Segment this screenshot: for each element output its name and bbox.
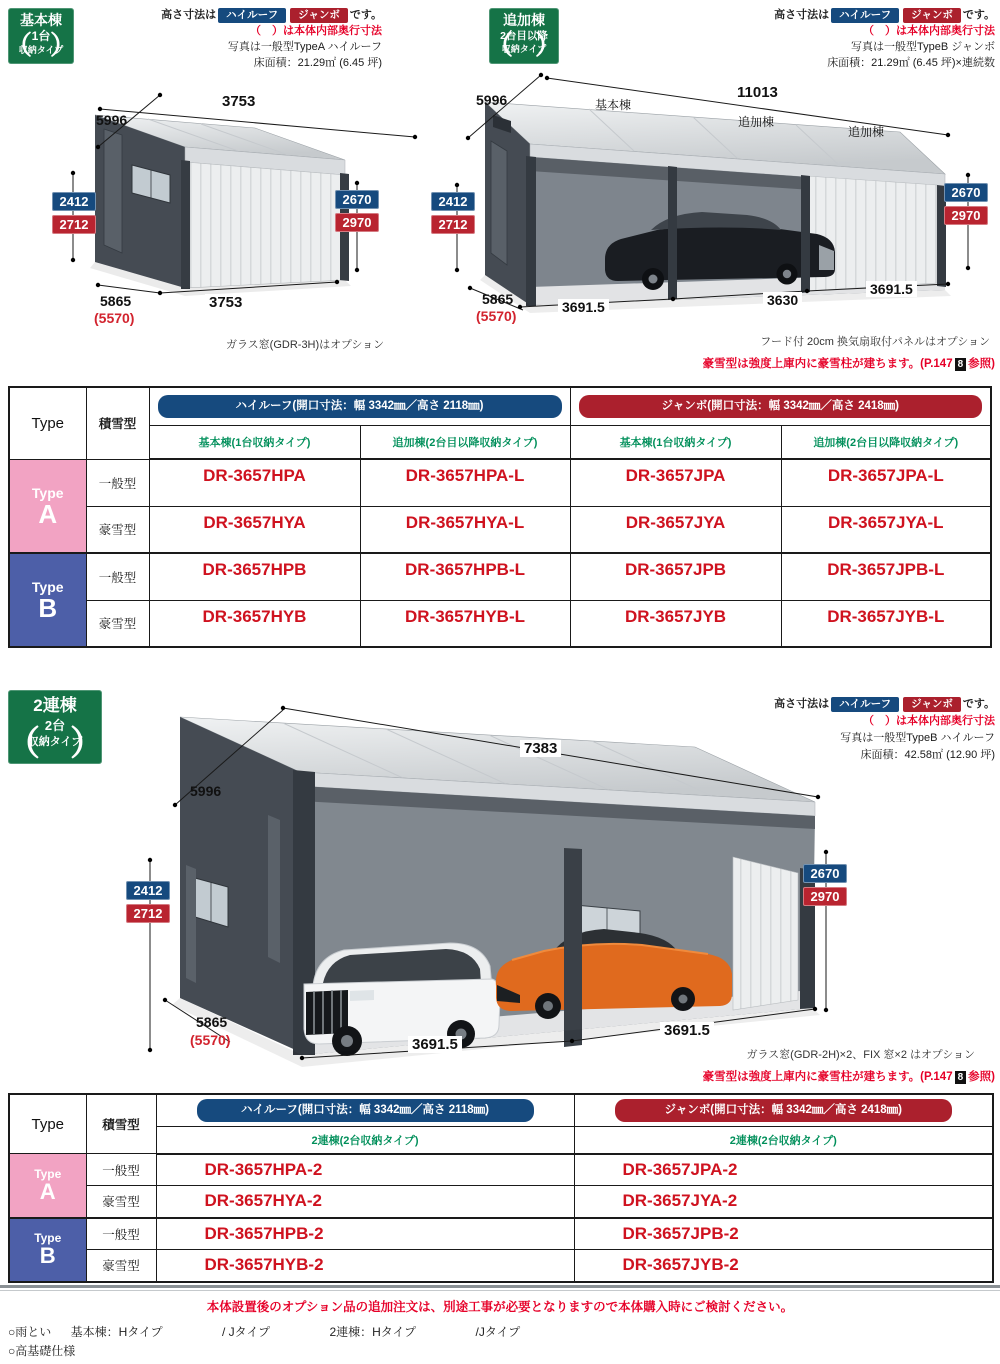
col-header-type: Type — [9, 387, 86, 459]
dim-basic-h-jumbo: 2712 — [52, 215, 96, 234]
subheader-double: 2連棟(2台収納タイプ) — [574, 1127, 993, 1154]
badge-basic-line3: 収納タイプ — [18, 45, 64, 55]
col-header-snow: 積雪型 — [86, 1094, 156, 1154]
dim-double-h-highroof: 2412 — [126, 881, 170, 900]
model-number: DR-3657JPB-2 — [574, 1218, 993, 1250]
type-big: B — [39, 1243, 56, 1268]
dim-add-w2: 3630 — [763, 292, 802, 308]
caption-double: ガラス窓(GDR-2H)×2、FIX 窓×2 はオプション — [746, 1049, 975, 1061]
dim-double-h2-highroof: 2670 — [803, 864, 847, 883]
col-header-snow: 積雪型 — [86, 387, 149, 459]
page-ref-box: 8 — [955, 358, 967, 371]
rain-gutter-line — [8, 1323, 576, 1340]
subheader-additional: 追加棟(2台目以降収納タイプ) — [360, 425, 570, 459]
badge-paren-open: （ — [487, 30, 514, 60]
note-area: 床面積：21.29㎡ (6.45 坪) — [253, 57, 382, 69]
type-small: Type — [31, 484, 64, 501]
note-height-suffix: です。 — [962, 698, 995, 710]
snow-type: 豪雪型 — [86, 600, 149, 647]
type-b-cell — [9, 1218, 86, 1282]
badge-paren-close: ） — [70, 725, 104, 763]
jumbo-header-badge: ジャンボ(開口寸法：幅 3342㎜／高さ 2418㎜) — [615, 1099, 953, 1122]
caption-additional: フード付 20cm 換気扇取付パネルはオプション — [760, 336, 990, 348]
badge-add-line3: 収納タイプ — [501, 44, 547, 54]
section-divider — [0, 1285, 1000, 1291]
badge-double-line2: 2台 — [44, 718, 66, 733]
model-number: DR-3657HPB-L — [360, 553, 570, 600]
model-number: DR-3657JYA — [570, 506, 781, 553]
jumbo-chip: ジャンボ — [903, 8, 961, 23]
type-a-cell — [9, 1154, 86, 1218]
type-small: Type — [34, 1166, 62, 1181]
type-b-cell — [9, 553, 86, 647]
model-number: DR-3657HPB — [149, 553, 360, 600]
note-height-line — [700, 7, 995, 23]
model-number: DR-3657JYA-2 — [574, 1186, 993, 1218]
snow-note-double — [690, 1068, 995, 1084]
highroof-chip: ハイルーフ — [831, 8, 899, 23]
dim-double-depth-out: 5865 — [196, 1014, 228, 1030]
snow-note-additional — [690, 355, 995, 371]
model-number: DR-3657JYA-L — [781, 506, 991, 553]
model-number: DR-3657HYB-2 — [156, 1250, 574, 1282]
badge-basic-line2: 1台 — [31, 29, 51, 43]
highroof-header-badge: ハイルーフ(開口寸法：幅 3342㎜／高さ 2118㎜) — [197, 1099, 534, 1122]
dim-double-depth-in: (5570) — [190, 1032, 231, 1048]
dim-double-h2-jumbo: 2970 — [803, 887, 847, 906]
dim-add-h-jumbo: 2712 — [431, 215, 475, 234]
dim-double-w1: 3691.5 — [408, 1036, 462, 1053]
badge-additional-unit — [489, 8, 559, 64]
dim-double-depth: 5996 — [190, 783, 222, 799]
model-number: DR-3657HYB-L — [360, 600, 570, 647]
snow-type: 一般型 — [86, 1154, 156, 1186]
badge-double-line1: 2連棟 — [33, 696, 77, 715]
snow-type: 一般型 — [86, 459, 149, 506]
jumbo-chip: ジャンボ — [903, 697, 961, 712]
group-header-jumbo — [570, 387, 991, 425]
table-row — [9, 553, 991, 600]
badge-add-line1: 追加棟 — [503, 12, 545, 28]
top-area — [0, 0, 1000, 383]
note-height-suffix: です。 — [349, 9, 382, 21]
dim-add-total-width: 11013 — [733, 84, 782, 101]
model-number: DR-3657HPA — [149, 459, 360, 506]
note-height-prefix: 高さ寸法は — [161, 9, 217, 21]
type-small: Type — [34, 1231, 62, 1245]
caption-basic: ガラス窓(GDR-3H)はオプション — [226, 339, 385, 351]
subheader-additional: 追加棟(2台目以降収納タイプ) — [781, 425, 991, 459]
dim-double-w2: 3691.5 — [660, 1022, 714, 1039]
group-header-highroof — [149, 387, 570, 425]
snow-note-pre: 豪雪型は強度上庫内に豪雪柱が建ちます。(P.147 — [702, 1071, 953, 1083]
dim-add-depth-out: 5865 — [482, 291, 514, 307]
notes-basic — [150, 7, 382, 71]
badge-basic-line1: 基本棟 — [20, 12, 62, 28]
dim-basic-h2-highroof: 2670 — [335, 190, 379, 209]
dim-add-w3: 3691.5 — [866, 281, 917, 297]
note-inner-depth: （ ）は本体内部奥行寸法 — [250, 25, 382, 37]
badge-paren-close: ） — [534, 30, 561, 60]
highroof-chip: ハイルーフ — [218, 8, 286, 23]
table-row — [9, 1250, 993, 1282]
badge-paren-close: ） — [49, 30, 76, 60]
note-inner-depth: （ ）は本体内部奥行寸法 — [863, 715, 995, 727]
spec-table-single — [8, 386, 992, 648]
table-row — [9, 1218, 993, 1250]
model-number: DR-3657HPA-L — [360, 459, 570, 506]
note-photo: 写真は一般型TypeB ハイルーフ — [840, 732, 995, 744]
model-number: DR-3657HPB-2 — [156, 1218, 574, 1250]
double-unit-area — [0, 648, 1000, 1093]
snow-type: 一般型 — [86, 553, 149, 600]
option-notice: 本体設置後のオプション品の追加注文は、別途工事が必要となりますので本体購入時にご検討ください。 — [206, 1300, 794, 1314]
type-a-cell — [9, 459, 86, 553]
jumbo-header-badge: ジャンボ(開口寸法：幅 3342㎜／高さ 2418㎜) — [579, 395, 983, 418]
dim-double-h-jumbo: 2712 — [126, 904, 170, 923]
table-row — [9, 1186, 993, 1218]
note-photo: 写真は一般型TypeB ジャンボ — [850, 41, 995, 53]
dim-basic-top-width: 3753 — [218, 93, 259, 110]
model-number: DR-3657JPA — [570, 459, 781, 506]
dim-add-w1: 3691.5 — [558, 299, 609, 315]
rain-item: 2連棟：Hタイプ — [329, 1325, 417, 1339]
rain-item: /Jタイプ — [475, 1325, 521, 1339]
dim-basic-h2-jumbo: 2970 — [335, 213, 379, 232]
snow-note-post: 参照) — [968, 358, 995, 370]
dim-add-h2-highroof: 2670 — [944, 183, 988, 202]
model-number: DR-3657HYB — [149, 600, 360, 647]
snow-note-pre: 豪雪型は強度上庫内に豪雪柱が建ちます。(P.147 — [702, 358, 953, 370]
dim-double-total-width: 7383 — [520, 740, 561, 757]
note-height-line — [150, 7, 382, 23]
model-number: DR-3657HPA-2 — [156, 1154, 574, 1186]
model-number: DR-3657HYA-L — [360, 506, 570, 553]
note-height-prefix: 高さ寸法は — [774, 698, 830, 710]
spec-table-double — [8, 1093, 994, 1283]
snow-type: 豪雪型 — [86, 1186, 156, 1218]
snow-type: 一般型 — [86, 1218, 156, 1250]
dim-basic-depth: 5996 — [96, 112, 128, 128]
type-big: B — [38, 593, 58, 623]
badge-paren-open: （ — [6, 30, 33, 60]
roof-label-add1: 追加棟 — [738, 115, 775, 129]
page-ref-box: 8 — [955, 1071, 967, 1084]
dim-add-h-highroof: 2412 — [431, 192, 475, 211]
table-row — [9, 459, 991, 506]
rain-item: 基本棟：Hタイプ — [70, 1325, 163, 1339]
roof-label-add2: 追加棟 — [848, 125, 885, 139]
badge-double-unit — [8, 690, 102, 764]
group-header-highroof — [156, 1094, 574, 1127]
type-big: A — [38, 498, 58, 529]
foundation-line: ○高基礎仕様 — [8, 1344, 76, 1358]
badge-paren-open: （ — [6, 725, 40, 763]
table-row — [9, 600, 991, 647]
jumbo-chip: ジャンボ — [290, 8, 348, 23]
rain-item: / Jタイプ — [222, 1325, 271, 1339]
model-number: DR-3657JYB-L — [781, 600, 991, 647]
badge-double-line3: 収納タイプ — [27, 736, 83, 748]
table-row — [9, 506, 991, 553]
badge-add-line2: 2台目以降 — [500, 30, 548, 42]
dim-basic-h-highroof: 2412 — [52, 192, 96, 211]
highroof-header-badge: ハイルーフ(開口寸法：幅 3342㎜／高さ 2118㎜) — [158, 395, 562, 418]
model-number: DR-3657JPB — [570, 553, 781, 600]
dim-basic-bottom-width: 3753 — [205, 294, 246, 311]
group-header-jumbo — [574, 1094, 993, 1127]
dim-basic-depth-out: 5865 — [100, 293, 132, 309]
dim-add-depth-in: (5570) — [476, 308, 517, 324]
model-number: DR-3657HYA — [149, 506, 360, 553]
model-number: DR-3657HYA-2 — [156, 1186, 574, 1218]
note-photo: 写真は一般型TypeA ハイルーフ — [227, 41, 382, 53]
notes-additional — [700, 7, 995, 71]
subheader-double: 2連棟(2台収納タイプ) — [156, 1127, 574, 1154]
model-number: DR-3657JPA-L — [781, 459, 991, 506]
note-area: 床面積：21.29㎡ (6.45 坪)×連続数 — [827, 57, 995, 69]
model-number: DR-3657JPA-2 — [574, 1154, 993, 1186]
dim-add-h2-jumbo: 2970 — [944, 206, 988, 225]
roof-label-basic: 基本棟 — [595, 98, 632, 112]
dim-basic-depth-in: (5570) — [94, 310, 135, 326]
note-inner-depth: （ ）は本体内部奥行寸法 — [863, 25, 995, 37]
subheader-basic: 基本棟(1台収納タイプ) — [570, 425, 781, 459]
model-number: DR-3657JYB-2 — [574, 1250, 993, 1282]
note-height-suffix: です。 — [962, 9, 995, 21]
note-area: 床面積：42.58㎡ (12.90 坪) — [860, 749, 995, 761]
note-height-prefix: 高さ寸法は — [774, 9, 830, 21]
type-big: A — [39, 1178, 56, 1204]
model-number: DR-3657JYB — [570, 600, 781, 647]
table-row — [9, 1154, 993, 1186]
subheader-basic: 基本棟(1台収納タイプ) — [149, 425, 360, 459]
snow-type: 豪雪型 — [86, 1250, 156, 1282]
type-small: Type — [31, 579, 64, 595]
col-header-type: Type — [9, 1094, 86, 1154]
snow-type: 豪雪型 — [86, 506, 149, 553]
snow-note-post: 参照) — [968, 1071, 995, 1083]
rain-gutter-label: ○雨とい — [8, 1325, 52, 1339]
badge-basic-unit — [8, 8, 74, 64]
dim-add-depth: 5996 — [476, 92, 508, 108]
model-number: DR-3657JPB-L — [781, 553, 991, 600]
highroof-chip: ハイルーフ — [831, 697, 899, 712]
